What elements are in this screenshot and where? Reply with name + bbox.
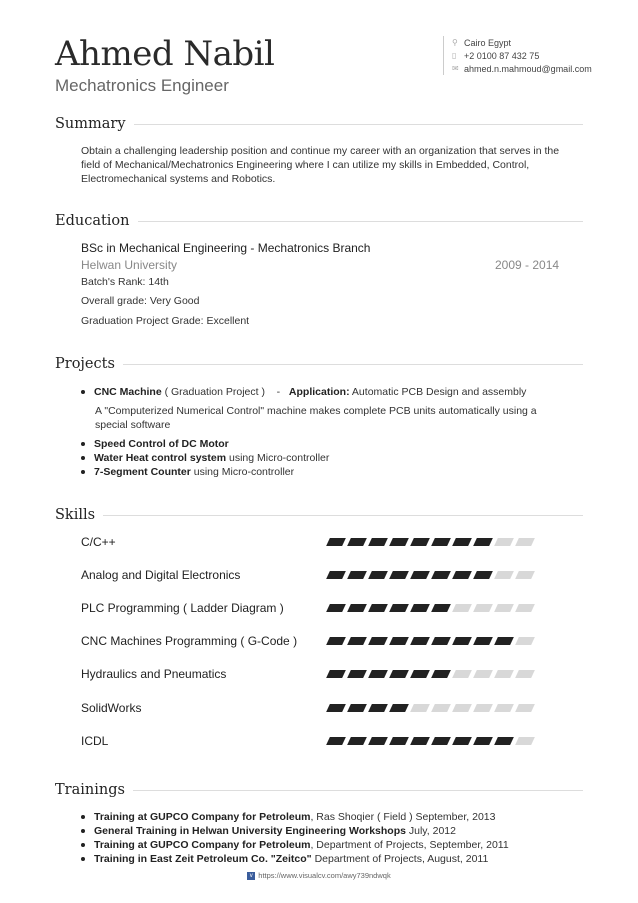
training-list	[80, 810, 509, 866]
project-name: 7-Segment Counter	[94, 466, 191, 478]
skill-segment-empty	[452, 704, 472, 712]
skill-segment-empty	[494, 670, 514, 678]
skill-segment-filled	[452, 637, 472, 645]
training-detail: Department of Projects, August, 2011	[311, 853, 489, 865]
skill-name: C/C++	[81, 535, 116, 549]
summary-line: field of Mechanical/Mechatronics Engineering where I can utilize my skills in Embedded, Control,	[81, 159, 530, 171]
project-note: using Micro-controller	[190, 466, 295, 478]
divider	[133, 790, 583, 791]
skill-level-bar	[328, 604, 538, 612]
contact-info	[443, 36, 592, 75]
skill-segment-filled	[494, 737, 514, 745]
skill-name: ICDL	[81, 734, 109, 748]
job-title: Mechatronics Engineer	[55, 76, 229, 95]
skill-segment-empty	[515, 604, 535, 612]
skill-segment-filled	[368, 604, 388, 612]
skill-segment-filled	[410, 670, 430, 678]
education-detail: Overall grade: Very Good	[81, 295, 200, 307]
skill-level-bar	[328, 637, 538, 645]
list-item	[80, 385, 526, 399]
list-item	[80, 838, 509, 852]
skill-segment-filled	[347, 571, 367, 579]
training-detail: , Department of Projects, September, 2011	[310, 839, 509, 851]
skill-segment-empty	[515, 670, 535, 678]
skill-segment-filled	[326, 670, 346, 678]
footer	[0, 871, 638, 880]
skill-segment-filled	[452, 571, 472, 579]
training-detail: , Ras Shoqier ( Field ) September, 2013	[310, 811, 496, 823]
skill-segment-filled	[326, 538, 346, 546]
skill-segment-empty	[452, 604, 472, 612]
skill-segment-filled	[494, 637, 514, 645]
skill-level-bar	[328, 571, 538, 579]
skill-segment-empty	[515, 704, 535, 712]
skill-segment-filled	[326, 704, 346, 712]
education-detail: Batch's Rank: 14th	[81, 276, 169, 288]
project-app-text: Automatic PCB Design and assembly	[349, 386, 527, 398]
skill-level-bar	[328, 670, 538, 678]
training-title: General Training in Helwan University Engineering Workshops	[94, 825, 406, 837]
skill-segment-filled	[389, 571, 409, 579]
divider	[103, 515, 583, 516]
section-education-heading	[55, 213, 583, 229]
skill-segment-empty	[494, 538, 514, 546]
skill-segment-filled	[368, 737, 388, 745]
skill-level-bar	[328, 704, 538, 712]
envelope-icon: ✉	[452, 64, 459, 73]
resume-name: Ahmed Nabil	[55, 34, 275, 74]
skill-segment-empty	[494, 571, 514, 579]
skill-segment-filled	[347, 670, 367, 678]
project-note: ( Graduation Project )	[161, 386, 265, 398]
skill-segment-empty	[473, 670, 493, 678]
skill-segment-filled	[452, 538, 472, 546]
phone-icon: ▯	[452, 51, 457, 60]
contact-phone-text[interactable]: +2 0100 87 432 75	[464, 50, 540, 61]
skill-segment-filled	[410, 538, 430, 546]
contact-email	[452, 62, 592, 75]
skill-segment-empty	[473, 604, 493, 612]
skill-segment-filled	[431, 571, 451, 579]
skill-segment-filled	[389, 670, 409, 678]
skill-segment-filled	[389, 704, 409, 712]
skill-segment-empty	[494, 704, 514, 712]
contact-email-text[interactable]: ahmed.n.mahmoud@gmail.com	[464, 63, 592, 74]
skill-segment-empty	[452, 670, 472, 678]
skill-segment-filled	[473, 538, 493, 546]
skill-segment-filled	[431, 637, 451, 645]
skill-segment-filled	[431, 737, 451, 745]
project-name: Water Heat control system	[94, 452, 227, 464]
list-item	[80, 852, 509, 866]
training-title: Training at GUPCO Company for Petroleum	[94, 839, 311, 851]
divider	[134, 124, 583, 125]
skill-segment-empty	[494, 604, 514, 612]
skill-segment-filled	[473, 637, 493, 645]
skill-segment-empty	[515, 737, 535, 745]
skill-segment-filled	[368, 538, 388, 546]
divider	[138, 221, 583, 222]
skill-segment-filled	[410, 737, 430, 745]
contact-location-text: Cairo Egypt	[464, 37, 512, 48]
education-years: 2009 - 2014	[495, 258, 560, 272]
visualcv-logo-icon: v	[247, 872, 255, 880]
skill-segment-filled	[368, 571, 388, 579]
section-summary-heading	[55, 116, 583, 132]
education-university: Helwan University	[81, 258, 178, 272]
project-name: CNC Machine	[94, 386, 162, 398]
skill-level-bar	[328, 737, 538, 745]
list-item	[80, 824, 509, 838]
skill-segment-filled	[347, 737, 367, 745]
skill-segment-filled	[347, 637, 367, 645]
skill-name: CNC Machines Programming ( G-Code )	[81, 634, 298, 648]
contact-location	[452, 36, 592, 49]
skill-segment-filled	[431, 538, 451, 546]
skill-segment-filled	[326, 637, 346, 645]
section-trainings-title: Trainings	[55, 782, 125, 798]
skill-segment-filled	[452, 737, 472, 745]
section-projects-title: Projects	[55, 356, 115, 372]
skill-segment-filled	[368, 670, 388, 678]
skill-segment-empty	[515, 571, 535, 579]
skill-segment-filled	[368, 704, 388, 712]
section-skills-heading	[55, 507, 583, 523]
project-list	[80, 437, 329, 479]
project-note: using Micro-controller	[226, 452, 330, 464]
footer-url-link[interactable]: https://www.visualcv.com/awy739ndwqk	[258, 871, 391, 880]
divider	[123, 364, 583, 365]
training-detail: July, 2012	[405, 825, 456, 837]
skill-segment-filled	[410, 604, 430, 612]
skill-segment-empty	[515, 538, 535, 546]
list-item	[80, 437, 329, 451]
project-name: Speed Control of DC Motor	[94, 438, 229, 450]
training-title: Training at GUPCO Company for Petroleum	[94, 811, 311, 823]
summary-line: Obtain a challenging leadership position and continue my career with an organization that serves in the	[81, 145, 560, 157]
skill-segment-empty	[473, 704, 493, 712]
skill-segment-filled	[431, 604, 451, 612]
skill-segment-filled	[326, 737, 346, 745]
location-pin-icon: ⚲	[452, 38, 458, 47]
skill-segment-filled	[389, 737, 409, 745]
skill-segment-filled	[326, 604, 346, 612]
project-separator: -	[276, 386, 281, 398]
project-list	[80, 385, 526, 399]
skill-segment-filled	[347, 604, 367, 612]
skill-name: PLC Programming ( Ladder Diagram )	[81, 601, 284, 615]
section-skills-title: Skills	[55, 507, 96, 523]
education-degree: BSc in Mechanical Engineering - Mechatronics Branch	[81, 241, 371, 255]
skill-segment-filled	[389, 604, 409, 612]
list-item	[80, 465, 329, 479]
summary-line: Electromechanical systems and Robotics.	[81, 173, 276, 185]
skill-segment-filled	[431, 670, 451, 678]
skill-segment-filled	[473, 737, 493, 745]
skill-segment-filled	[473, 571, 493, 579]
education-detail: Graduation Project Grade: Excellent	[81, 315, 250, 327]
skill-segment-filled	[347, 538, 367, 546]
skill-segment-empty	[431, 704, 451, 712]
contact-phone	[452, 49, 592, 62]
skill-segment-filled	[347, 704, 367, 712]
section-projects-heading	[55, 356, 583, 372]
skill-segment-filled	[389, 637, 409, 645]
skill-segment-filled	[410, 637, 430, 645]
section-trainings-heading	[55, 782, 583, 798]
list-item	[80, 810, 509, 824]
project-description: A "Computerized Numerical Control" machine makes complete PCB units automatically using a	[95, 405, 537, 417]
skill-segment-empty	[515, 637, 535, 645]
skill-name: Hydraulics and Pneumatics	[81, 667, 227, 681]
skill-segment-filled	[368, 637, 388, 645]
project-description: special software	[95, 419, 171, 431]
skill-name: SolidWorks	[81, 701, 142, 715]
section-summary-title: Summary	[55, 116, 126, 132]
skill-segment-filled	[410, 571, 430, 579]
skill-segment-empty	[410, 704, 430, 712]
project-app-label: Application:	[288, 386, 350, 398]
training-title: Training in East Zeit Petroleum Co. "Zeitco"	[94, 853, 312, 865]
skill-level-bar	[328, 538, 538, 546]
skill-segment-filled	[389, 538, 409, 546]
list-item	[80, 451, 329, 465]
skill-name: Analog and Digital Electronics	[81, 568, 241, 582]
skill-segment-filled	[326, 571, 346, 579]
section-education-title: Education	[55, 213, 130, 229]
